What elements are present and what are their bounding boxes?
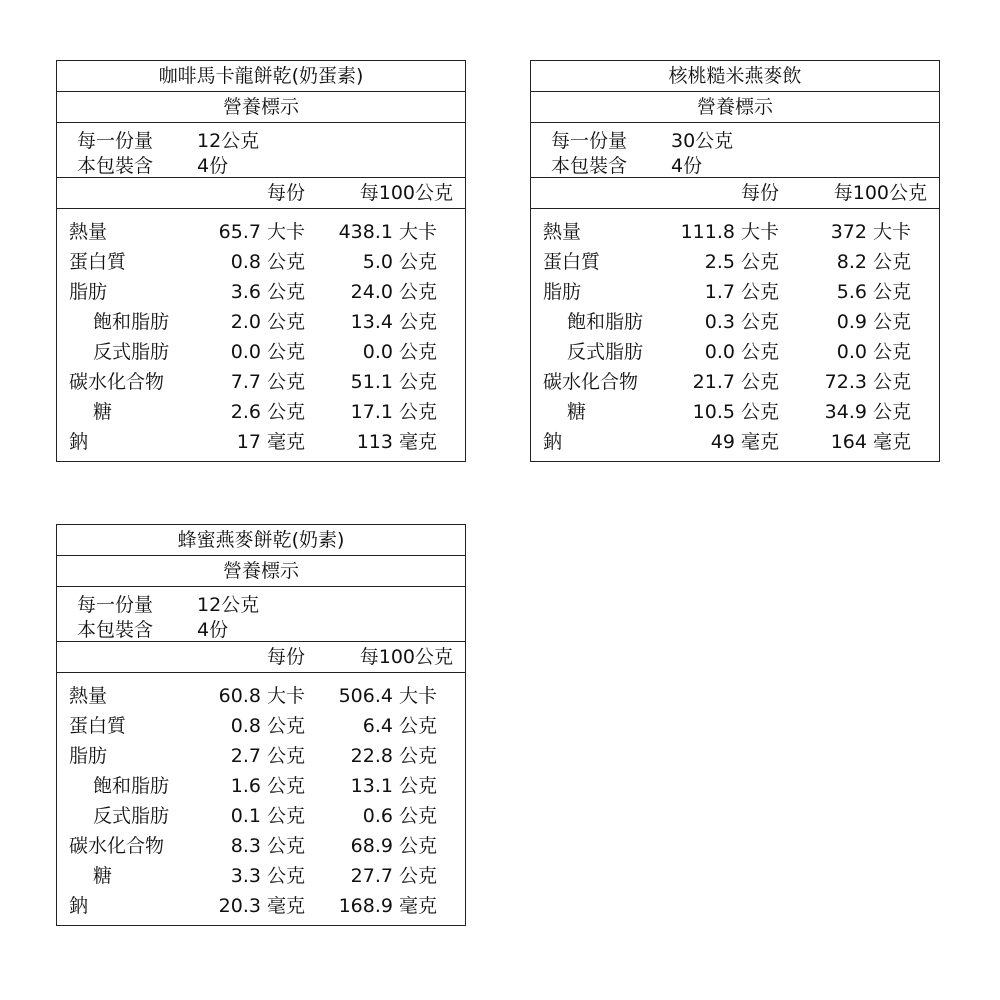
- per-100g-value: 27.7 公克: [350, 865, 437, 887]
- servings-per-pack-label: 本包裝含: [77, 155, 154, 177]
- per-serving-value: 20.3 毫克: [218, 895, 305, 917]
- nutrient-row: [531, 367, 939, 397]
- nutrient-name: 熱量: [69, 685, 108, 707]
- per-serving-value: 0.1 公克: [230, 805, 305, 827]
- nutrition-panel: [530, 60, 940, 462]
- nutrient-row: [531, 427, 939, 457]
- per-serving-header: 每份: [740, 182, 779, 204]
- per-serving-value: 1.6 公克: [230, 775, 305, 797]
- per-serving-header: 每份: [266, 646, 305, 668]
- serving-info: [57, 587, 465, 642]
- servings-per-pack-label: 本包裝含: [77, 619, 154, 641]
- nutrient-row: [57, 337, 465, 367]
- product-name: 咖啡馬卡龍餅乾(奶蛋素): [57, 61, 465, 92]
- nutrient-name: 蛋白質: [69, 251, 127, 273]
- column-header: [57, 178, 465, 209]
- nutrient-name: 脂肪: [543, 281, 582, 303]
- per-serving-header: 每份: [266, 182, 305, 204]
- column-header: [531, 178, 939, 209]
- serving-size-label: 每一份量: [77, 594, 154, 616]
- servings-per-pack-label: 本包裝含: [551, 155, 628, 177]
- nutrient-name: 蛋白質: [69, 715, 127, 737]
- per-100g-value: 0.0 公克: [362, 341, 437, 363]
- nutrient-row: [57, 681, 465, 711]
- per-serving-value: 49 毫克: [710, 431, 779, 453]
- per-100g-value: 372 大卡: [830, 221, 911, 243]
- nutrient-row: [531, 247, 939, 277]
- nutrient-table: [531, 209, 939, 461]
- per-100g-value: 113 毫克: [356, 431, 437, 453]
- nutrient-name: 糖: [567, 401, 587, 423]
- nutrient-row: [531, 397, 939, 427]
- nutrient-name: 飽和脂肪: [93, 775, 170, 797]
- per-serving-value: 0.0 公克: [704, 341, 779, 363]
- per-100g-value: 17.1 公克: [350, 401, 437, 423]
- per-serving-value: 2.6 公克: [230, 401, 305, 423]
- nutrient-name: 飽和脂肪: [93, 311, 170, 333]
- nutrient-name: 熱量: [543, 221, 582, 243]
- per-serving-value: 21.7 公克: [692, 371, 779, 393]
- nutrient-row: [57, 367, 465, 397]
- nutrient-row: [57, 771, 465, 801]
- nutrition-heading: 營養標示: [57, 92, 465, 123]
- nutrient-name: 飽和脂肪: [567, 311, 644, 333]
- nutrient-table: [57, 673, 465, 925]
- nutrient-name: 蛋白質: [543, 251, 601, 273]
- servings-per-pack-value: 4份: [671, 155, 703, 177]
- nutrient-name: 脂肪: [69, 281, 108, 303]
- per-100g-value: 22.8 公克: [350, 745, 437, 767]
- per-100g-value: 24.0 公克: [350, 281, 437, 303]
- per-serving-value: 0.3 公克: [704, 311, 779, 333]
- column-header: [57, 642, 465, 673]
- per-serving-value: 1.7 公克: [704, 281, 779, 303]
- nutrient-row: [57, 247, 465, 277]
- per-100g-value: 164 毫克: [830, 431, 911, 453]
- nutrient-name: 反式脂肪: [93, 805, 170, 827]
- nutrient-name: 熱量: [69, 221, 108, 243]
- servings-per-pack-value: 4份: [197, 155, 229, 177]
- per-100g-value: 68.9 公克: [350, 835, 437, 857]
- nutrient-name: 鈉: [543, 431, 563, 453]
- nutrient-name: 鈉: [69, 431, 89, 453]
- per-serving-value: 65.7 大卡: [218, 221, 305, 243]
- per-100g-header: 每100公克: [359, 182, 453, 204]
- per-serving-value: 0.8 公克: [230, 251, 305, 273]
- nutrition-heading: 營養標示: [531, 92, 939, 123]
- product-name: 蜂蜜燕麥餅乾(奶素): [57, 525, 465, 556]
- per-100g-value: 5.6 公克: [836, 281, 911, 303]
- per-100g-value: 6.4 公克: [362, 715, 437, 737]
- serving-info: [57, 123, 465, 178]
- nutrient-row: [531, 337, 939, 367]
- nutrient-table: [57, 209, 465, 461]
- per-serving-value: 8.3 公克: [230, 835, 305, 857]
- per-serving-value: 60.8 大卡: [218, 685, 305, 707]
- nutrient-name: 鈉: [69, 895, 89, 917]
- product-name: 核桃糙米燕麥飲: [531, 61, 939, 92]
- per-serving-value: 111.8 大卡: [680, 221, 779, 243]
- nutrient-row: [57, 801, 465, 831]
- per-serving-value: 3.3 公克: [230, 865, 305, 887]
- nutrient-name: 碳水化合物: [543, 371, 639, 393]
- nutrition-panel: [56, 524, 466, 926]
- servings-per-pack-value: 4份: [197, 619, 229, 641]
- serving-size-label: 每一份量: [551, 130, 628, 152]
- nutrient-row: [57, 397, 465, 427]
- nutrient-row: [57, 831, 465, 861]
- per-serving-value: 3.6 公克: [230, 281, 305, 303]
- per-100g-value: 0.9 公克: [836, 311, 911, 333]
- nutrient-row: [531, 307, 939, 337]
- nutrition-heading: 營養標示: [57, 556, 465, 587]
- per-100g-value: 0.6 公克: [362, 805, 437, 827]
- nutrient-row: [57, 217, 465, 247]
- per-serving-value: 0.0 公克: [230, 341, 305, 363]
- per-100g-value: 168.9 毫克: [338, 895, 437, 917]
- per-100g-header: 每100公克: [833, 182, 927, 204]
- nutrient-name: 反式脂肪: [567, 341, 644, 363]
- nutrient-name: 反式脂肪: [93, 341, 170, 363]
- per-100g-value: 72.3 公克: [824, 371, 911, 393]
- nutrient-name: 糖: [93, 865, 113, 887]
- nutrient-row: [57, 277, 465, 307]
- per-serving-value: 2.7 公克: [230, 745, 305, 767]
- per-100g-value: 8.2 公克: [836, 251, 911, 273]
- nutrient-name: 糖: [93, 401, 113, 423]
- per-serving-value: 0.8 公克: [230, 715, 305, 737]
- serving-size-value: 30公克: [671, 130, 734, 152]
- nutrient-row: [57, 307, 465, 337]
- nutrient-row: [531, 277, 939, 307]
- nutrient-row: [57, 861, 465, 891]
- serving-info: [531, 123, 939, 178]
- per-100g-value: 34.9 公克: [824, 401, 911, 423]
- per-100g-value: 13.4 公克: [350, 311, 437, 333]
- per-serving-value: 10.5 公克: [692, 401, 779, 423]
- nutrient-row: [57, 427, 465, 457]
- nutrition-panel: [56, 60, 466, 462]
- per-100g-value: 0.0 公克: [836, 341, 911, 363]
- per-100g-header: 每100公克: [359, 646, 453, 668]
- serving-size-label: 每一份量: [77, 130, 154, 152]
- per-serving-value: 2.0 公克: [230, 311, 305, 333]
- per-100g-value: 506.4 大卡: [338, 685, 437, 707]
- serving-size-value: 12公克: [197, 594, 260, 616]
- per-serving-value: 17 毫克: [236, 431, 305, 453]
- nutrient-name: 碳水化合物: [69, 835, 165, 857]
- per-serving-value: 2.5 公克: [704, 251, 779, 273]
- per-100g-value: 51.1 公克: [350, 371, 437, 393]
- nutrient-name: 脂肪: [69, 745, 108, 767]
- serving-size-value: 12公克: [197, 130, 260, 152]
- per-100g-value: 13.1 公克: [350, 775, 437, 797]
- nutrient-row: [57, 711, 465, 741]
- per-serving-value: 7.7 公克: [230, 371, 305, 393]
- per-100g-value: 5.0 公克: [362, 251, 437, 273]
- nutrient-row: [57, 891, 465, 921]
- per-100g-value: 438.1 大卡: [338, 221, 437, 243]
- nutrient-row: [57, 741, 465, 771]
- nutrient-row: [531, 217, 939, 247]
- nutrient-name: 碳水化合物: [69, 371, 165, 393]
